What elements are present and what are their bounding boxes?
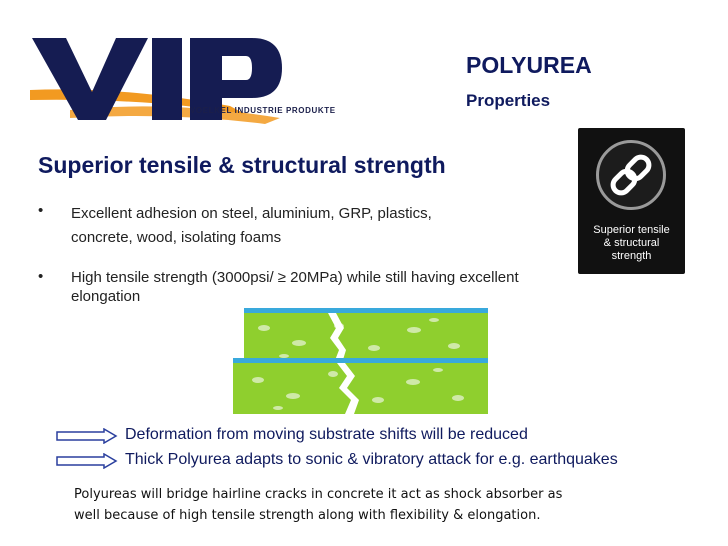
note-line: well because of high tensile strength along with flexibility & elongation. — [74, 508, 541, 523]
concrete-crack-illustration-top — [244, 308, 488, 363]
bullet-marker: • — [38, 202, 44, 219]
note-line: Polyureas will bridge hairline cracks in concrete it act as shock absorber as — [74, 487, 563, 502]
bullet-line: elongation — [71, 288, 141, 305]
hairline-crack-note — [74, 484, 674, 526]
logo-subtext: VOELKEL INDUSTRIE PRODUKTE — [190, 106, 336, 115]
bullet-line: Excellent adhesion on steel, aluminium, GRP, plastics, — [71, 205, 432, 222]
bullet-line: High tensile strength (3000psi/ ≥ 20MPa) while still having excellent — [71, 269, 519, 286]
arrow-right-icon — [56, 453, 118, 469]
slide-subtitle: Properties — [466, 91, 551, 110]
bullet-marker: • — [38, 268, 44, 285]
effect-text: Deformation from moving substrate shifts will be reduced — [125, 426, 528, 443]
chain-link-icon — [599, 143, 663, 207]
effect-text: Thick Polyurea adapts to sonic & vibratory attack for e.g. earthquakes — [125, 451, 618, 468]
bullet-line: concrete, wood, isolating foams — [71, 229, 282, 246]
section-heading: Superior tensile & structural strength — [38, 152, 446, 178]
badge-label: Superior tensile & structural strength — [593, 224, 670, 262]
slide-title: POLYUREA — [466, 52, 592, 78]
arrow-right-icon — [56, 428, 118, 444]
tensile-strength-badge — [578, 128, 685, 274]
concrete-crack-illustration-bottom — [233, 358, 488, 414]
